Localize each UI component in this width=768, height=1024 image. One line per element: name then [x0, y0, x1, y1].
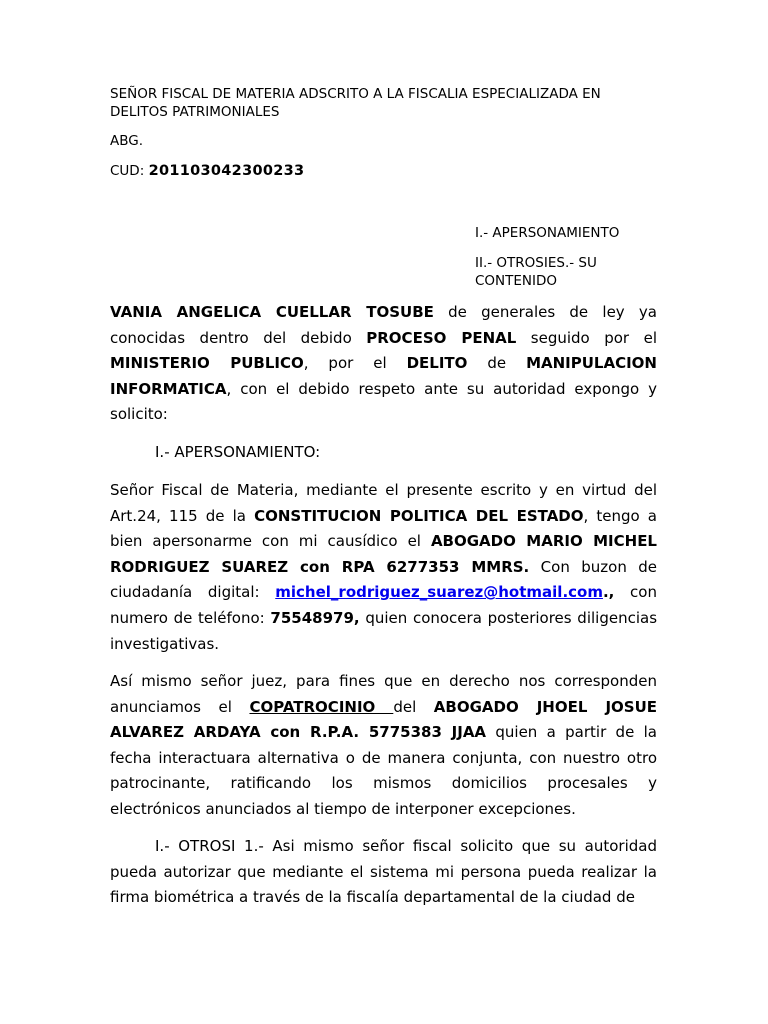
cud-value: 201103042300233: [148, 163, 305, 179]
para2-bold-2: ABOGADO MARIO MICHEL RODRIGUEZ SUAREZ con RPA 6277353 MMRS.: [110, 532, 657, 576]
addressee: SEÑOR FISCAL DE MATERIA ADSCRITO A LA FISCALIA ESPECIALIZADA EN DELITOS PATRIMONIALES: [110, 86, 601, 120]
para3-text-1: Así mismo señor juez, para fines que en derecho nos corresponden anunciamos el: [110, 672, 657, 716]
apersonamiento-paragraph: [110, 478, 657, 657]
abg-line: ABG.: [110, 133, 144, 149]
intro-bold-2: MINISTERIO PUBLICO: [110, 354, 304, 373]
email-link[interactable]: michel_rodriguez_suarez@hotmail.com: [275, 583, 603, 602]
para2-text-3: Con buzon de ciudadanía digital:: [110, 557, 657, 602]
para2-text-1: Señor Fiscal de Materia, mediante el presente escrito y en virtud del Art.24, 115 de la: [110, 481, 657, 525]
intro-text-4: de: [467, 354, 527, 373]
para2-bold-3: .,: [602, 583, 615, 602]
intro-bold-4: MANIPULACION INFORMATICA: [110, 354, 657, 398]
para2-text-5: quien conocera posteriores diligencias investigativas.: [110, 608, 658, 653]
para2-bold-1: CONSTITUCION POLITICA DEL ESTADO: [254, 506, 584, 525]
petitioner-name: VANIA ANGELICA CUELLAR TOSUBE: [110, 303, 434, 321]
otrosi-paragraph: I.- OTROSI 1.- Asi mismo señor fiscal solicito que su autoridad pueda autorizar que mediante el sistema mi persona pueda realizar la firma biométrica a través de la fiscalía departamental de la ciudad de: [110, 837, 657, 907]
summary-item-1: I.- APERSONAMIENTO: [475, 225, 620, 241]
para3-text-3: quien a partir de la fecha interactuara alternativa o de manera conjunta, con nuestro otro patrocinante, ratificando los mismos domicilios procesales y electrónicos anunciados al tiempo de interponer excepciones.: [110, 723, 657, 818]
summary-item-2: II.- OTROSIES.- SU CONTENIDO: [475, 255, 597, 289]
para3-bold-underlined: COPATROCINIO: [249, 697, 394, 716]
para2-text-2: , tengo a bien apersonarme con mi causídico el: [110, 506, 658, 551]
intro-bold-3: DELITO: [406, 354, 468, 373]
intro-text-2: seguido por el: [516, 328, 657, 347]
para2-text-4: con numero de teléfono:: [110, 583, 657, 627]
section-heading: I.- APERSONAMIENTO:: [155, 443, 321, 461]
cud-label: CUD:: [110, 163, 145, 179]
para3-text-2: del: [393, 697, 434, 716]
intro-paragraph: [110, 300, 657, 428]
intro-text-3: , por el: [303, 354, 407, 373]
cud-line: [110, 162, 304, 180]
phone-number: 75548979,: [270, 608, 360, 627]
para3-bold-2: ABOGADO JHOEL JOSUE ALVAREZ ARDAYA con R.P.A. 5775383 JJAA: [110, 697, 658, 742]
copatrocinio-paragraph: [110, 669, 657, 823]
intro-text-1: de generales de ley ya conocidas dentro del debido: [110, 303, 657, 347]
intro-text-5: , con el debido respeto ante su autoridad expongo y solicito:: [110, 379, 657, 424]
intro-bold-1: PROCESO PENAL: [366, 328, 517, 347]
